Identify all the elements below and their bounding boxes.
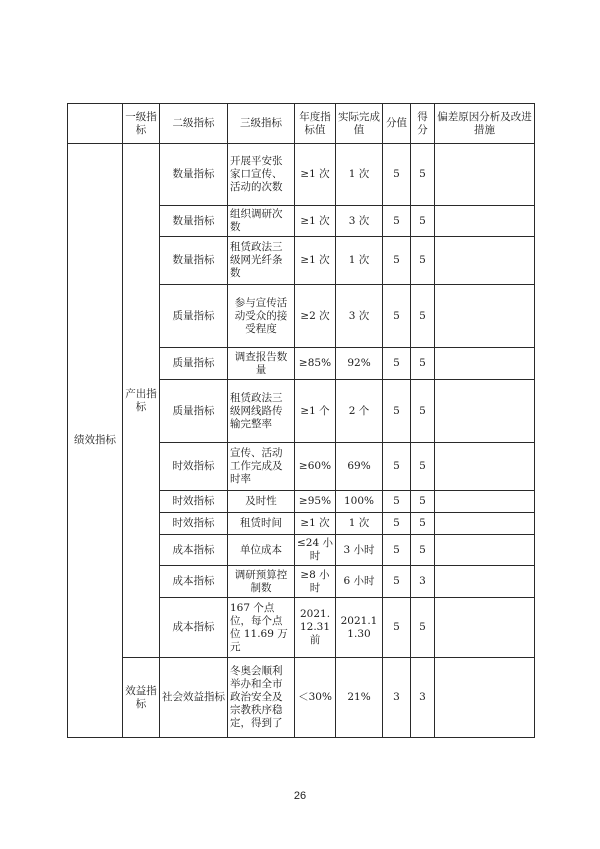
- score-value-cell: 5: [383, 348, 411, 380]
- header-target: 年度指标值: [295, 104, 336, 144]
- analysis-cell: [435, 566, 535, 598]
- header-level3: 三级指标: [228, 104, 295, 144]
- analysis-cell: [435, 144, 535, 206]
- actual-cell: 1 次: [336, 513, 383, 535]
- actual-cell: 69%: [336, 443, 383, 491]
- header-actual: 实际完成值: [336, 104, 383, 144]
- group-output: 产出指标: [123, 144, 160, 658]
- level2-cell: 时效指标: [160, 513, 228, 535]
- level2-cell: 成本指标: [160, 566, 228, 598]
- level2-cell: 成本指标: [160, 598, 228, 658]
- score-value-cell: 5: [383, 237, 411, 285]
- analysis-cell: [435, 237, 535, 285]
- actual-cell: 1 次: [336, 144, 383, 206]
- level2-cell: 质量指标: [160, 380, 228, 443]
- score-value-cell: 5: [383, 380, 411, 443]
- analysis-cell: [435, 380, 535, 443]
- header-analysis: 偏差原因分析及改进措施: [435, 104, 535, 144]
- score-value-cell: 5: [383, 285, 411, 348]
- level3-cell: 租赁时间: [228, 513, 295, 535]
- page-number: 26: [293, 790, 307, 802]
- score-cell: 3: [411, 658, 435, 738]
- analysis-cell: [435, 513, 535, 535]
- analysis-cell: [435, 491, 535, 513]
- analysis-cell: [435, 535, 535, 566]
- level3-cell: 租赁政法三级网光纤条数: [228, 237, 295, 285]
- score-cell: 5: [411, 237, 435, 285]
- level3-cell: 租赁政法三级网线路传输完整率: [228, 380, 295, 443]
- level2-cell: 数量指标: [160, 206, 228, 237]
- header-level1: 一级指标: [123, 104, 160, 144]
- level3-cell: 宣传、活动工作完成及时率: [228, 443, 295, 491]
- level3-cell: 调查报告数量: [228, 348, 295, 380]
- score-value-cell: 5: [383, 206, 411, 237]
- score-value-cell: 5: [383, 598, 411, 658]
- score-cell: 5: [411, 144, 435, 206]
- target-cell: 2021.12.31 前: [295, 598, 336, 658]
- score-value-cell: 3: [383, 658, 411, 738]
- level3-cell: 开展平安张家口宣传、活动的次数: [228, 144, 295, 206]
- performance-table: [67, 103, 535, 738]
- target-cell: ≥1 次: [295, 237, 336, 285]
- score-cell: 5: [411, 206, 435, 237]
- analysis-cell: [435, 206, 535, 237]
- level2-cell: 时效指标: [160, 491, 228, 513]
- group-benefit: 效益指标: [123, 658, 160, 738]
- score-cell: 5: [411, 598, 435, 658]
- score-cell: 5: [411, 513, 435, 535]
- score-value-cell: 5: [383, 443, 411, 491]
- level2-cell: 数量指标: [160, 237, 228, 285]
- target-cell: ≥1 个: [295, 380, 336, 443]
- actual-cell: 2021.11.30: [336, 598, 383, 658]
- actual-cell: 100%: [336, 491, 383, 513]
- category-performance: 绩效指标: [68, 144, 123, 738]
- level2-cell: 时效指标: [160, 443, 228, 491]
- score-cell: 5: [411, 380, 435, 443]
- table-row: [68, 658, 535, 738]
- score-value-cell: 5: [383, 513, 411, 535]
- actual-cell: 92%: [336, 348, 383, 380]
- actual-cell: 2 个: [336, 380, 383, 443]
- target-cell: ≥95%: [295, 491, 336, 513]
- level3-cell: 单位成本: [228, 535, 295, 566]
- level3-cell: 参与宣传活动受众的接受程度: [228, 285, 295, 348]
- header-score: 得分: [411, 104, 435, 144]
- actual-cell: 1 次: [336, 237, 383, 285]
- table-row: [68, 144, 535, 206]
- level2-cell: 成本指标: [160, 535, 228, 566]
- target-cell: ≥60%: [295, 443, 336, 491]
- target-cell: ≥2 次: [295, 285, 336, 348]
- actual-cell: 3 小时: [336, 535, 383, 566]
- level2-cell: 质量指标: [160, 285, 228, 348]
- target-cell: ≥1 次: [295, 206, 336, 237]
- score-cell: 5: [411, 535, 435, 566]
- score-cell: 5: [411, 348, 435, 380]
- analysis-cell: [435, 658, 535, 738]
- score-value-cell: 5: [383, 144, 411, 206]
- actual-cell: 21%: [336, 658, 383, 738]
- target-cell: ≥8 小时: [295, 566, 336, 598]
- actual-cell: 3 次: [336, 206, 383, 237]
- actual-cell: 3 次: [336, 285, 383, 348]
- level3-cell: 调研预算控制数: [228, 566, 295, 598]
- score-cell: 5: [411, 285, 435, 348]
- score-value-cell: 5: [383, 566, 411, 598]
- level2-cell: 数量指标: [160, 144, 228, 206]
- header-score-value: 分值: [383, 104, 411, 144]
- header-level2: 二级指标: [160, 104, 228, 144]
- level3-cell: 组织调研次数: [228, 206, 295, 237]
- score-cell: 3: [411, 566, 435, 598]
- score-value-cell: 5: [383, 535, 411, 566]
- score-value-cell: 5: [383, 491, 411, 513]
- analysis-cell: [435, 285, 535, 348]
- score-cell: 5: [411, 443, 435, 491]
- level3-cell: 167 个点位，每个点位 11.69 万元: [228, 598, 295, 658]
- analysis-cell: [435, 443, 535, 491]
- level3-cell: 及时性: [228, 491, 295, 513]
- target-cell: ≥1 次: [295, 144, 336, 206]
- level3-cell: 冬奥会顺利举办和全市政治安全及宗教秩序稳定，得到了: [228, 658, 295, 738]
- target-cell: ≥1 次: [295, 513, 336, 535]
- actual-cell: 6 小时: [336, 566, 383, 598]
- header-blank: [68, 104, 123, 144]
- target-cell: ＜30%: [295, 658, 336, 738]
- score-cell: 5: [411, 491, 435, 513]
- level2-cell: 社会效益指标: [160, 658, 228, 738]
- table-header-row: [68, 104, 535, 144]
- target-cell: ≤24 小时: [295, 535, 336, 566]
- analysis-cell: [435, 348, 535, 380]
- analysis-cell: [435, 598, 535, 658]
- level2-cell: 质量指标: [160, 348, 228, 380]
- target-cell: ≥85%: [295, 348, 336, 380]
